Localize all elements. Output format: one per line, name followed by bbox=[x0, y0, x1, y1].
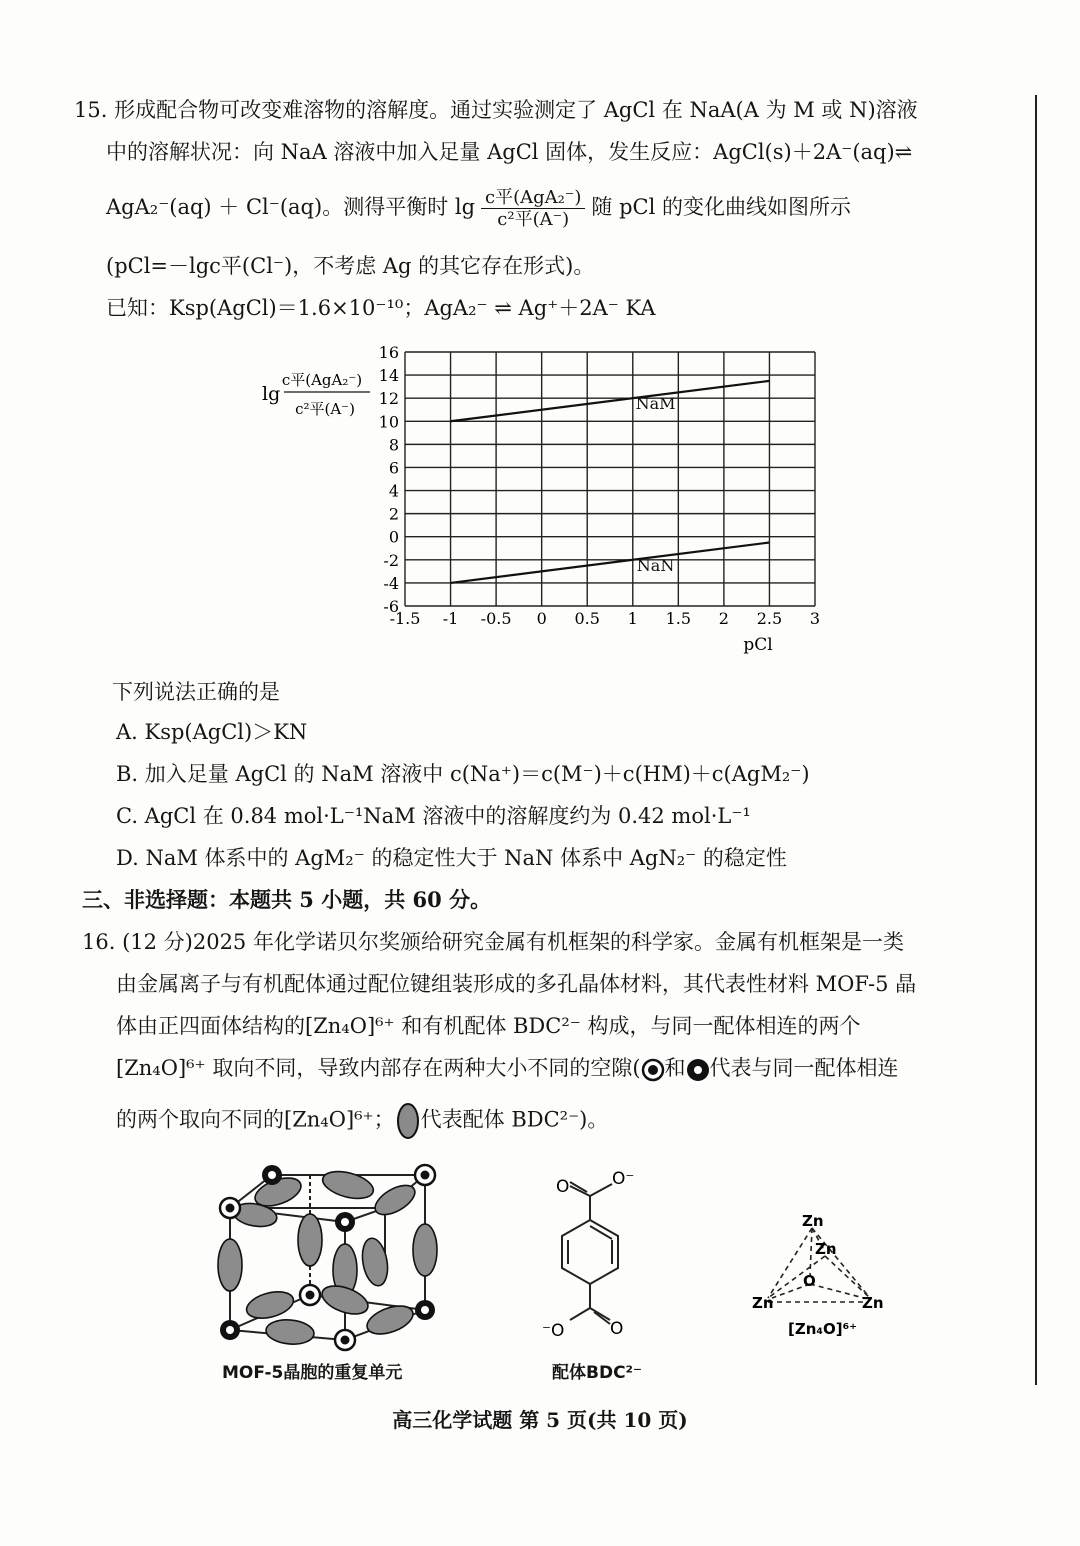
x-tick-label: 2.5 bbox=[756, 609, 783, 628]
q16-line-4a: [Zn₄O]⁶⁺ 取向不同，导致内部存在两种大小不同的空隙( bbox=[116, 1056, 641, 1080]
bdc-o-bottom-minus: ⁻O bbox=[542, 1321, 565, 1341]
q15-line-3-post: 随 pCl 的变化曲线如图所示 bbox=[591, 195, 851, 219]
zn-label-right: Zn bbox=[862, 1294, 884, 1312]
bdc-ligand-structure bbox=[562, 1182, 618, 1324]
y-tick-label: -2 bbox=[383, 550, 399, 570]
bdc-o-bottom: O bbox=[610, 1319, 624, 1339]
page-footer: 高三化学试题 第 5 页(共 10 页) bbox=[392, 1408, 688, 1432]
x-axis-label: pCl bbox=[743, 635, 773, 655]
y-tick-label: 6 bbox=[388, 458, 399, 478]
zn-label-top: Zn bbox=[802, 1212, 824, 1230]
y-tick-label: 14 bbox=[378, 366, 399, 386]
y-tick-label: -4 bbox=[383, 573, 399, 593]
q16-line-5b: 代表配体 BDC²⁻)。 bbox=[420, 1107, 609, 1132]
q16-line-5a: 的两个取向不同的[Zn₄O]⁶⁺； bbox=[116, 1107, 395, 1132]
y-tick-label: 16 bbox=[378, 343, 399, 362]
q16-line-1: 16. (12 分)2025 年化学诺贝尔奖颁给研究金属有机框架的科学家。金属有机框架是一类 bbox=[82, 930, 904, 954]
x-tick-label: 2 bbox=[718, 609, 729, 628]
bdc-o-top: O bbox=[556, 1177, 570, 1197]
bdc-o-top-minus: O⁻ bbox=[612, 1169, 635, 1189]
o-label-center: O bbox=[803, 1272, 816, 1290]
q15-fraction-denominator: c²平(A⁻) bbox=[497, 209, 570, 230]
q16-line-4c: 代表与同一配体相连 bbox=[709, 1056, 899, 1080]
q15-question: 下列说法正确的是 bbox=[112, 680, 280, 704]
q15-line-1: 15. 形成配合物可改变难溶物的溶解度。通过实验测定了 AgCl 在 NaA(A 为 M 或 N)溶液 bbox=[74, 98, 918, 122]
q15-line-2: 中的溶解状况：向 NaA 溶液中加入足量 AgCl 固体，发生反应：AgCl(s)＋2A⁻(aq)⇌ bbox=[106, 140, 913, 164]
q15-line-4: (pCl=－lgc平(Cl⁻)，不考虑 Ag 的其它存在形式)。 bbox=[106, 254, 595, 278]
y-tick-label: 2 bbox=[388, 504, 399, 524]
y-tick-label: 4 bbox=[388, 481, 399, 501]
x-tick-label: 1 bbox=[627, 609, 638, 628]
q15-option-b: B. 加入足量 AgCl 的 NaM 溶液中 c(Na⁺)＝c(M⁻)＋c(HM)＋c(AgM₂⁻) bbox=[116, 762, 810, 786]
q15-option-c: C. AgCl 在 0.84 mol·L⁻¹NaM 溶液中的溶解度约为 0.42 mol·L⁻¹ bbox=[116, 804, 751, 828]
y-tick-label: 0 bbox=[388, 527, 399, 547]
q16-line-3: 体由正四面体结构的[Zn₄O]⁶⁺ 和有机配体 BDC²⁻ 构成，与同一配体相连的两个 bbox=[116, 1014, 861, 1038]
q16-line-4b: 和 bbox=[664, 1056, 686, 1080]
y-axis-label-numerator: c平(AgA₂⁻) bbox=[281, 371, 363, 389]
x-tick-label: -0.5 bbox=[480, 609, 512, 628]
x-tick-label: -1 bbox=[442, 609, 459, 628]
bdc-caption: 配体BDC²⁻ bbox=[552, 1363, 642, 1383]
y-axis-label-prefix: lg bbox=[262, 383, 281, 405]
q15-fraction-numerator: c平(AgA₂⁻) bbox=[481, 187, 585, 209]
mof5-caption: MOF-5晶胞的重复单元 bbox=[222, 1363, 403, 1383]
x-tick-label: 1.5 bbox=[665, 609, 692, 628]
series-label-nam: NaM bbox=[635, 394, 676, 414]
zn-label-back: Zn bbox=[815, 1240, 837, 1258]
y-tick-label: 8 bbox=[388, 435, 399, 455]
section-3-heading: 三、非选择题：本题共 5 小题，共 60 分。 bbox=[82, 887, 492, 912]
x-tick-label: 0.5 bbox=[574, 609, 600, 628]
y-tick-label: 12 bbox=[378, 389, 399, 409]
y-axis-label-denominator: c²平(A⁻) bbox=[295, 400, 355, 418]
zn4o-caption: [Zn₄O]⁶⁺ bbox=[788, 1320, 858, 1338]
y-tick-label: 10 bbox=[378, 412, 399, 432]
x-tick-label: 0 bbox=[536, 609, 547, 628]
q15-option-a: A. Ksp(AgCl)＞KN bbox=[116, 720, 308, 744]
x-tick-label: 3 bbox=[809, 609, 821, 628]
x-tick-label: -1.5 bbox=[389, 609, 421, 628]
zn-label-left: Zn bbox=[752, 1294, 774, 1312]
series-label-nan: NaN bbox=[636, 555, 675, 575]
q15-option-d: D. NaM 体系中的 AgM₂⁻ 的稳定性大于 NaN 体系中 AgN₂⁻ 的稳定性 bbox=[116, 846, 787, 870]
y-tick-label: -6 bbox=[383, 597, 399, 616]
q15-line-5: 已知：Ksp(AgCl)＝1.6×10⁻¹⁰；AgA₂⁻ ⇌ Ag⁺＋2A⁻ KA bbox=[106, 296, 656, 320]
mof5-unit-cell bbox=[218, 1165, 437, 1350]
q15-line-3-pre: AgA₂⁻(aq) ＋ Cl⁻(aq)。测得平衡时 lg bbox=[106, 195, 476, 219]
q16-line-2: 由金属离子与有机配体通过配位键组装形成的多孔晶体材料，其代表性材料 MOF-5 晶 bbox=[116, 972, 917, 996]
